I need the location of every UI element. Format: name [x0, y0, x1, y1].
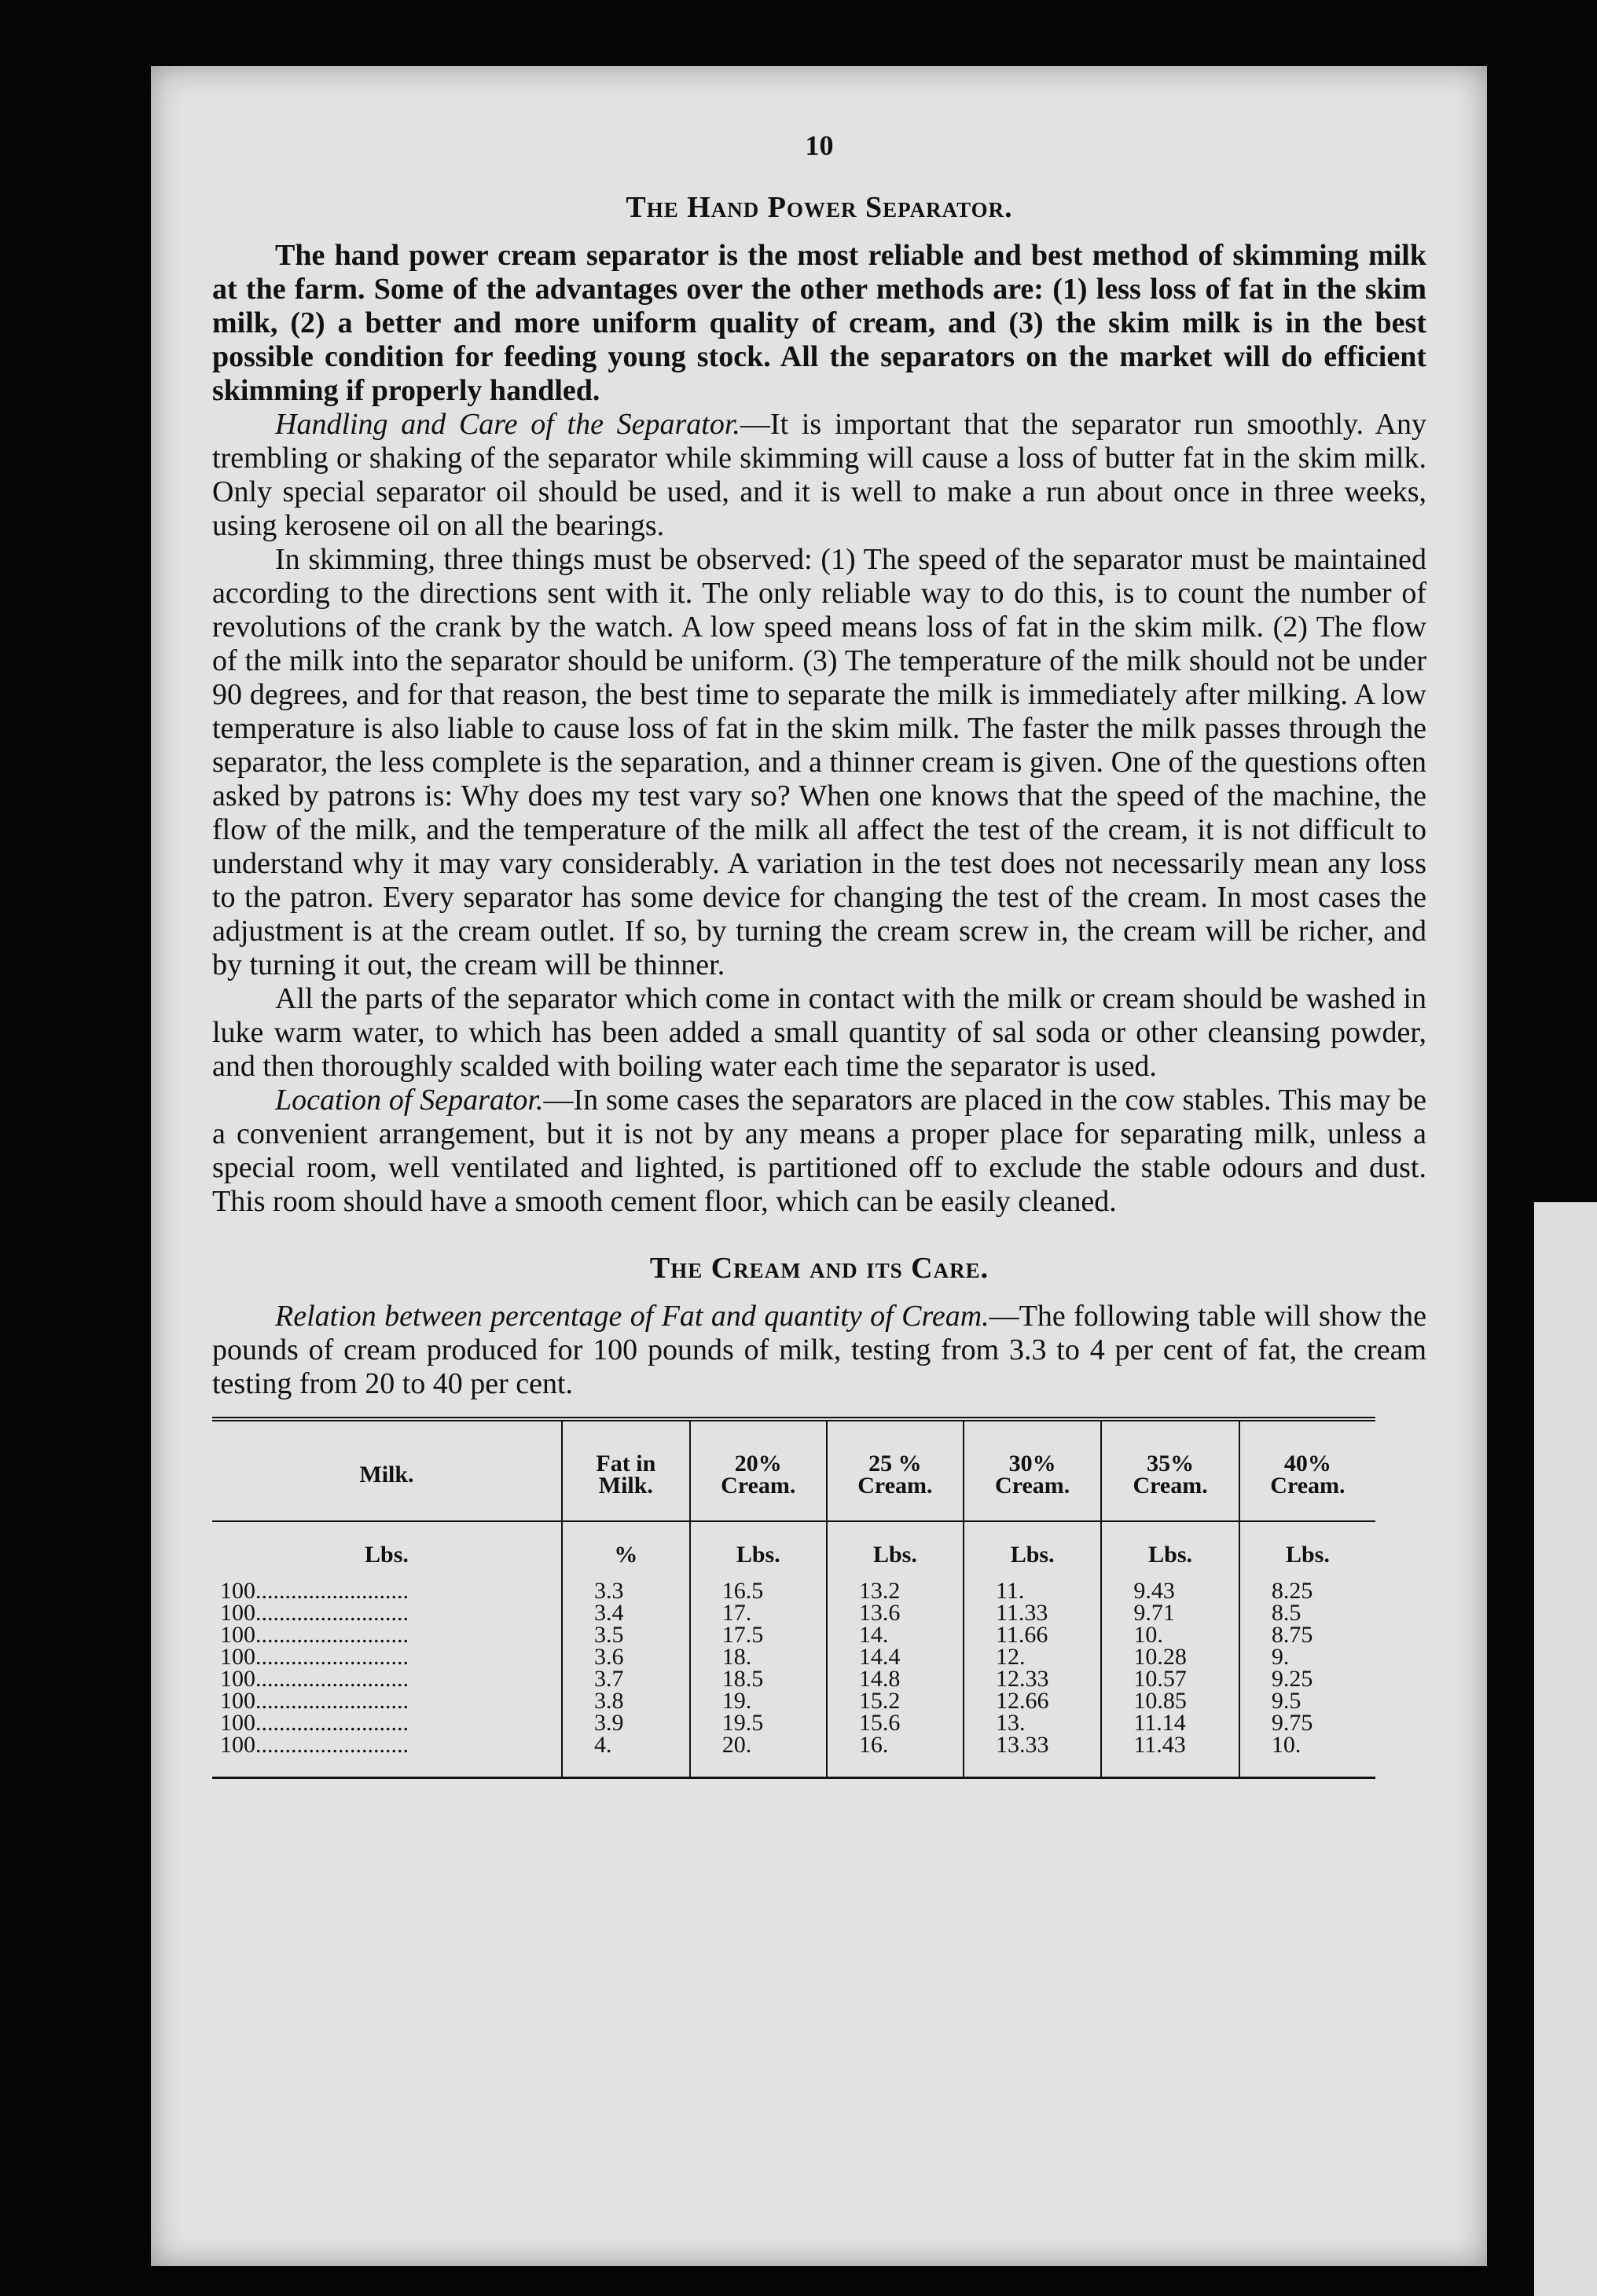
table-cell-cream35: 9.43 [1133, 1578, 1175, 1604]
table-cell-cream40: 8.75 [1271, 1622, 1313, 1648]
handling-heading: Handling and Care of the Separator. [275, 408, 740, 441]
section-title-hand-power-separator: The Hand Power Separator. [626, 191, 1013, 224]
header-cream35: 35% Cream. [1101, 1419, 1239, 1521]
table-cell-cream20: 17. [721, 1600, 752, 1626]
table-cell-milk: 100.......................... [220, 1622, 409, 1648]
unit-cream40: Lbs. [1239, 1521, 1375, 1580]
table-cell-cream35: 10. [1133, 1622, 1163, 1648]
header-cream40: 40% Cream. [1239, 1419, 1375, 1521]
section-title-cream-care: The Cream and its Care. [649, 1252, 989, 1285]
table-cell-cream25: 15.2 [858, 1688, 901, 1714]
table-cell-cream20: 18.5 [721, 1666, 764, 1692]
table-cell-cream20: 19. [721, 1688, 752, 1714]
table-cell-cream30: 11.33 [995, 1600, 1048, 1626]
table-cell-cream40: 9.5 [1271, 1688, 1301, 1714]
location-heading: Location of Separator. [275, 1084, 544, 1117]
table-cell-cream40: 8.5 [1271, 1600, 1301, 1626]
table-cell-cream35: 10.85 [1133, 1688, 1187, 1714]
milk-column [212, 1580, 562, 1778]
table-cell-milk: 100.......................... [220, 1578, 409, 1604]
location-paragraph [212, 1084, 1426, 1219]
table-cell-cream35: 10.57 [1133, 1666, 1187, 1692]
cream30-column [964, 1580, 1101, 1778]
table-cell-milk: 100.......................... [220, 1710, 409, 1736]
table-cell-fat: 3.4 [593, 1600, 624, 1626]
header-cream20: 20% Cream. [690, 1419, 827, 1521]
table-cell-cream20: 18. [721, 1644, 752, 1670]
table-cell-cream25: 14.4 [858, 1644, 901, 1670]
table-cell-milk: 100.......................... [220, 1732, 409, 1758]
handling-paragraph [212, 408, 1426, 543]
table-cell-cream20: 20. [721, 1732, 752, 1758]
table-cell-cream30: 12.66 [995, 1688, 1049, 1714]
relation-heading: Relation between percentage of Fat and quantity of Cream. [275, 1300, 989, 1333]
table-header-row [212, 1419, 1375, 1521]
table-cell-fat: 3.8 [593, 1688, 624, 1714]
intro-paragraph: The hand power cream separator is the most reliable and best method of skimming milk at the farm. Some of the advantages over the other methods are: (1) less loss of fat in the skim milk, (2) a better and more uniform quality of cream, and (3) the skim milk is in the best possible condition for feeding young stock. All the separators on the market will do efficient skimming if properly handled. [212, 239, 1426, 407]
skimming-paragraph: In skimming, three things must be observed: (1) The speed of the separator must be maintained according to the directions sent with it. The only reliable way to do this, is to count the number of revolutions of the crank by the watch. A low speed means loss of fat in the skim milk. (2) The flow of the milk into the separator should be uniform. (3) The temperature of the milk should not be under 90 degrees, and for that reason, the best time to separate the milk is immediately after milking. A low temperature is also liable to cause loss of fat in the skim milk. The faster the milk passes through the separator, the less complete is the separation, and a thinner cream is given. One of the questions often asked by patrons is: Why does my test vary so? When one knows that the speed of the machine, the flow of the milk, and the temperature of the milk all affect the test of the cream, it is not difficult to understand why it may vary considerably. A variation in the test does not necessarily mean any loss to the patron. Every separator has some device for changing the test of the cream. In most cases the adjustment is at the cream outlet. If so, by turning the cream screw in, the cream will be richer, and by turning it out, the cream will be thinner. [212, 543, 1426, 981]
table-cell-cream35: 9.71 [1133, 1600, 1175, 1626]
table-cell-milk: 100.......................... [220, 1666, 409, 1692]
table-cell-fat: 3.9 [593, 1710, 624, 1736]
table-cell-cream30: 13. [995, 1710, 1026, 1736]
table-cell-cream25: 13.6 [858, 1600, 901, 1626]
unit-fat: % [562, 1521, 690, 1580]
unit-milk: Lbs. [365, 1542, 409, 1568]
handling-text: —It is important that the separator run smoothly. Any trembling or shaking of the separator while skimming will cause a loss of butter fat in the skim milk. Only special separator oil should be used, and it is well to make a run about once in three weeks, using kerosene oil on all the bearings. [212, 408, 1426, 542]
page-content [212, 129, 1426, 1779]
unit-cream30: Lbs. [964, 1521, 1101, 1580]
cream25-column [827, 1580, 964, 1778]
table-cell-milk: 100.......................... [220, 1644, 409, 1670]
table-cell-cream40: 9. [1271, 1644, 1290, 1670]
table-cell-fat: 4. [593, 1732, 612, 1758]
table-cell-cream25: 14.8 [858, 1666, 901, 1692]
table-cell-cream35: 10.28 [1133, 1644, 1187, 1670]
fat-column [562, 1580, 690, 1778]
table-cell-cream30: 12.33 [995, 1666, 1049, 1692]
table-cell-cream20: 17.5 [721, 1622, 764, 1648]
table-cell-cream25: 14. [858, 1622, 889, 1648]
table-cell-cream20: 19.5 [721, 1710, 764, 1736]
table-values-row [212, 1580, 1375, 1778]
table-cell-cream20: 16.5 [721, 1578, 764, 1604]
cream40-column [1239, 1580, 1375, 1778]
table-cell-milk: 100.......................... [220, 1688, 409, 1714]
header-fat: Fat in Milk. [562, 1419, 690, 1521]
unit-cream25: Lbs. [827, 1521, 964, 1580]
unit-cream20: Lbs. [690, 1521, 827, 1580]
table-cell-fat: 3.6 [593, 1644, 624, 1670]
header-cream25: 25 % Cream. [827, 1419, 964, 1521]
table-cell-cream40: 10. [1271, 1732, 1301, 1758]
cream20-column [690, 1580, 827, 1778]
scanned-page [151, 66, 1487, 2266]
relation-text: —The following table will show the pounds of cream produced for 100 pounds of milk, testing from 3.3 to 4 per cent of fat, the cream testing from 20 to 40 per cent. [212, 1300, 1426, 1400]
table-cell-fat: 3.5 [593, 1622, 624, 1648]
table-units-row [212, 1521, 1375, 1580]
unit-cream35: Lbs. [1101, 1521, 1239, 1580]
table-cell-cream30: 11.66 [995, 1622, 1048, 1648]
table-cell-cream25: 13.2 [858, 1578, 901, 1604]
washing-paragraph: All the parts of the separator which come in contact with the milk or cream should be washed in luke warm water, to which has been added a small quantity of sal soda or other cleansing powder, and then thoroughly scalded with boiling water each time the separator is used. [212, 982, 1426, 1083]
table-cell-cream30: 12. [995, 1644, 1026, 1670]
adjacent-page-edge [1534, 1202, 1597, 2296]
table-cell-fat: 3.7 [593, 1666, 624, 1692]
table-cell-cream40: 9.25 [1271, 1666, 1313, 1692]
table-cell-cream30: 11. [995, 1578, 1025, 1604]
table-cell-cream25: 16. [858, 1732, 889, 1758]
header-milk: Milk. [212, 1419, 562, 1521]
location-text: —In some cases the separators are placed in the cow stables. This may be a convenient arrangement, but it is not by any means a proper place for separating milk, unless a special room, well ventilated and lighted, is partitioned off to exclude the stable odours and dust. This room should have a smooth cement floor, which can be easily cleaned. [212, 1084, 1426, 1218]
header-cream30: 30% Cream. [964, 1419, 1101, 1521]
table-cell-cream40: 9.75 [1271, 1710, 1313, 1736]
table-cell-cream35: 11.43 [1133, 1732, 1186, 1758]
table-cell-cream30: 13.33 [995, 1732, 1049, 1758]
cream-table [212, 1417, 1375, 1779]
table-cell-cream25: 15.6 [858, 1710, 901, 1736]
page-number: 10 [805, 130, 834, 161]
table-cell-milk: 100.......................... [220, 1600, 409, 1626]
relation-paragraph [212, 1300, 1426, 1401]
table-cell-cream35: 11.14 [1133, 1710, 1186, 1736]
table-cell-fat: 3.3 [593, 1578, 624, 1604]
table-cell-cream40: 8.25 [1271, 1578, 1313, 1604]
cream35-column [1101, 1580, 1239, 1778]
